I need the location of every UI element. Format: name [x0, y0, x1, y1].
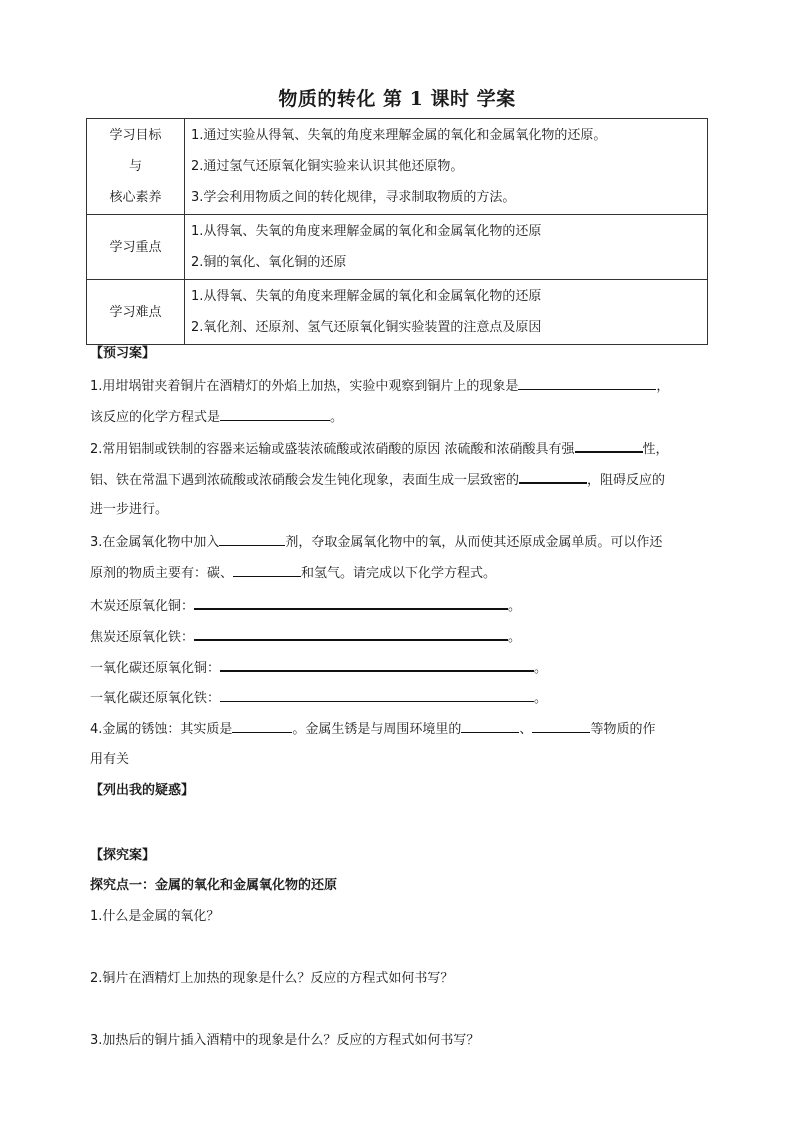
row-content [185, 215, 708, 280]
equation-label: 木炭还原氧化铜： [90, 599, 195, 614]
preview-question-1-cont [90, 407, 343, 428]
question-text: 剂，夺取金属氧化物中的氧，从而使其还原成金属单质。可以作还 [285, 535, 663, 550]
equation-3 [90, 657, 547, 679]
equation-4 [90, 688, 547, 709]
objective-item: 1.通过实验从得氧、失氧的角度来理解金属的氧化和金属氧化物的还原。 [191, 128, 607, 143]
label-line: 学习目标 [109, 128, 162, 143]
preview-question-2-end: 进一步进行。 [90, 502, 169, 517]
equation-label: 一氧化碳还原氧化铜： [90, 661, 221, 676]
answer-blank[interactable] [575, 438, 643, 453]
equation-blank[interactable] [220, 688, 534, 702]
preview-question-3 [90, 532, 662, 553]
label-line: 学习难点 [109, 304, 162, 320]
table-row [87, 280, 708, 345]
question-text: 。金属生锈是与周围环境里的 [292, 722, 462, 737]
preview-question-2-cont [90, 469, 665, 491]
answer-blank[interactable] [220, 407, 330, 421]
explore-heading: 【探究案】 [90, 848, 156, 863]
explore-question-3: 3.加热后的铜片插入酒精中的现象是什么？反应的方程式如何书写？ [90, 1033, 480, 1048]
question-text: 等物质的作 [590, 722, 656, 737]
label-line: 学习重点 [109, 239, 162, 255]
equation-label: 一氧化碳还原氧化铁： [90, 691, 221, 706]
answer-blank[interactable] [219, 532, 285, 546]
question-text: 。 [534, 691, 548, 706]
question-text: 。 [508, 630, 522, 645]
explore-question-2: 2.铜片在酒精灯上加热的现象是什么？反应的方程式如何书写？ [90, 971, 454, 986]
question-text: 和氢气。请完成以下化学方程式。 [301, 566, 497, 581]
row-content [185, 119, 708, 215]
question-text: ，阻碍反应的 [587, 473, 666, 488]
question-text: ， [656, 379, 670, 394]
preview-question-4-end: 用有关 [90, 752, 130, 767]
equation-1 [90, 595, 521, 617]
objective-item: 2.通过氢气还原氧化铜实验来认识其他还原物。 [191, 159, 464, 174]
row-label [87, 280, 185, 345]
row-content [185, 280, 708, 345]
question-text: 。 [330, 410, 344, 425]
question-text: 2.常用铝制或铁制的容器来运输或盛装浓硫酸或浓硝酸的原因 浓硫酸和浓硝酸具有强 [90, 442, 575, 457]
equation-2 [90, 626, 521, 648]
question-text: 原剂的物质主要有：碳、 [90, 566, 234, 581]
explore-question-1: 1.什么是金属的氧化？ [90, 909, 220, 924]
equation-blank[interactable] [194, 626, 508, 641]
key-point-item: 1.从得氧、失氧的角度来理解金属的氧化和金属氧化物的还原 [191, 224, 542, 239]
question-text: 铝、铁在常温下遇到浓硫酸或浓硝酸会发生钝化现象，表面生成一层致密的 [90, 473, 520, 488]
difficulty-item: 1.从得氧、失氧的角度来理解金属的氧化和金属氧化物的还原 [191, 289, 542, 304]
row-label [87, 215, 185, 280]
equation-label: 焦炭还原氧化铁： [90, 630, 195, 645]
table-row [87, 119, 708, 215]
page-title: 物质的转化 第 1 课时 学案 [278, 88, 516, 110]
question-text: 4.金属的锈蚀：其实质是 [90, 722, 233, 737]
objective-item: 3.学会利用物质之间的转化规律，寻求制取物质的方法。 [191, 190, 516, 205]
question-text: 。 [508, 599, 522, 614]
question-text: 。 [534, 661, 548, 676]
answer-blank[interactable] [233, 563, 301, 577]
question-text: 1.用坩埚钳夹着铜片在酒精灯的外焰上加热，实验中观察到铜片上的现象是 [90, 379, 519, 394]
preview-question-2 [90, 438, 669, 460]
question-text: 3.在金属氧化物中加入 [90, 535, 220, 550]
preview-question-3-cont [90, 563, 496, 584]
question-text: 性， [642, 442, 669, 457]
question-text: 该反应的化学方程式是 [90, 410, 221, 425]
answer-blank[interactable] [518, 376, 656, 390]
answer-blank[interactable] [232, 719, 292, 733]
objectives-table [86, 118, 708, 345]
label-line: 核心素养 [109, 190, 162, 205]
table-row [87, 215, 708, 280]
answer-blank[interactable] [461, 719, 519, 733]
row-label [87, 119, 185, 215]
explore-point-1: 探究点一：金属的氧化和金属氧化物的还原 [90, 878, 338, 893]
question-text: 、 [519, 722, 533, 737]
preview-question-1 [90, 376, 669, 397]
answer-blank[interactable] [532, 719, 590, 733]
difficulty-item: 2.氧化剂、还原剂、氢气还原氧化铜实验装置的注意点及原因 [191, 320, 542, 335]
equation-blank[interactable] [220, 657, 534, 672]
preview-question-4 [90, 719, 655, 740]
equation-blank[interactable] [194, 595, 508, 610]
doubts-heading: 【列出我的疑惑】 [90, 783, 195, 798]
label-line: 与 [128, 159, 142, 174]
key-point-item: 2.铜的氧化、氧化铜的还原 [191, 255, 347, 270]
answer-blank[interactable] [519, 469, 587, 484]
preview-heading: 【预习案】 [90, 346, 156, 361]
